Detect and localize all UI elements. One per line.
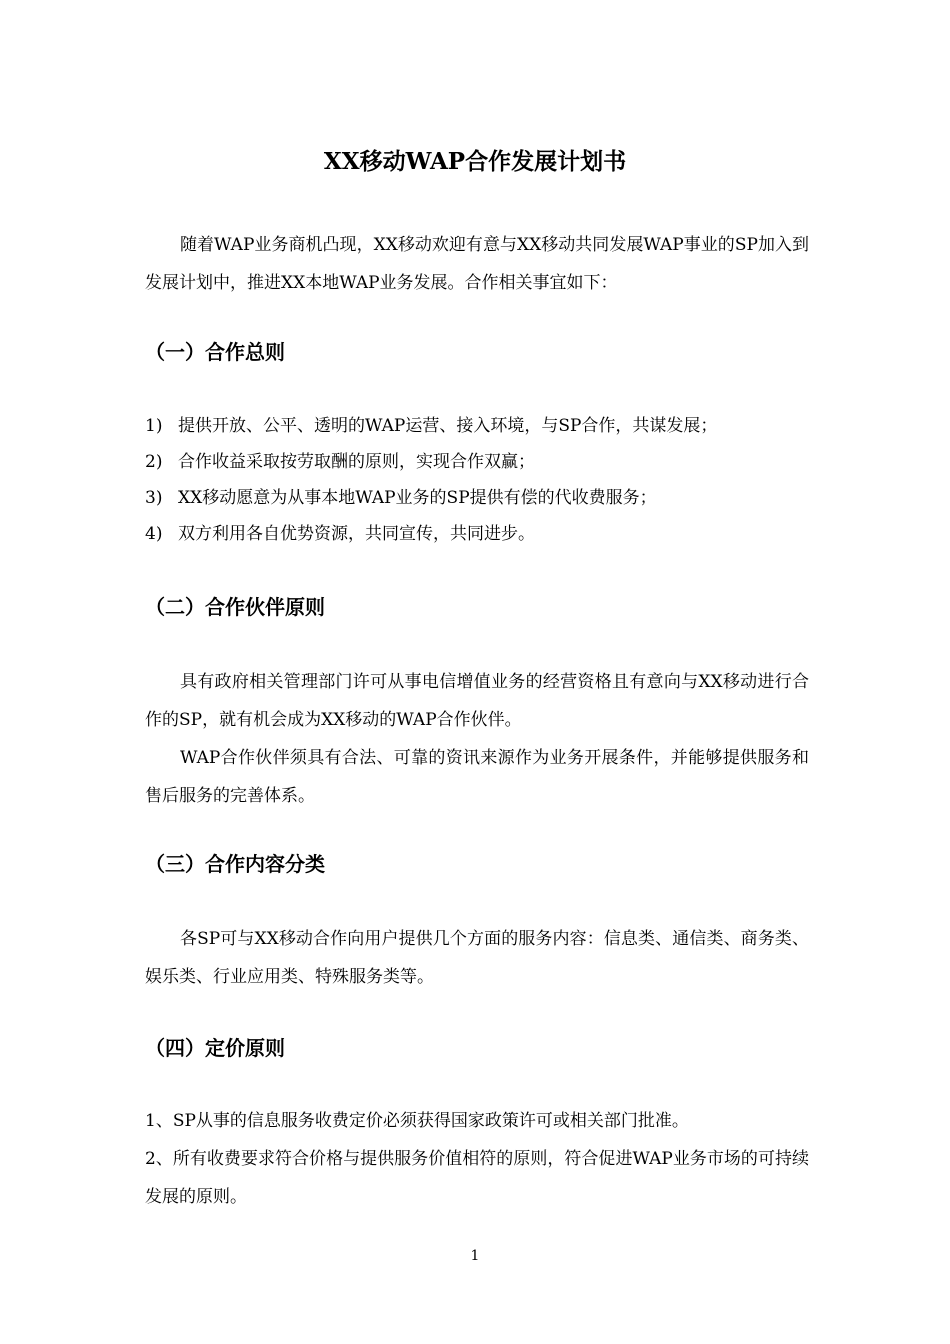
body-paragraph: WAP合作伙伴须具有合法、可靠的资讯来源作为业务开展条件，并能够提供服务和售后服务的完善体系。 — [145, 748, 809, 806]
list-item-number: 2) — [145, 452, 163, 472]
body-paragraph: 各SP可与XX移动合作向用户提供几个方面的服务内容：信息类、通信类、商务类、娱乐类、行业应用类、特殊服务类等。 — [145, 929, 809, 987]
body-paragraph: 2、所有收费要求符合价格与提供服务价值相符的原则，符合促进WAP业务市场的可持续发展的原则。 — [145, 1149, 809, 1207]
list-item-number: 4) — [145, 524, 163, 544]
list-item — [145, 444, 809, 480]
body-paragraph: 1、SP从事的信息服务收费定价必须获得国家政策许可或相关部门批准。 — [145, 1111, 689, 1131]
list-item — [145, 408, 809, 444]
section-heading-partner-principles: （二）合作伙伴原则 — [145, 595, 325, 619]
list-item — [145, 480, 809, 516]
list-item-text: 提供开放、公平、透明的WAP运营、接入环境，与SP合作，共谋发展； — [178, 416, 718, 436]
list-item-number: 3) — [145, 488, 163, 508]
list-item-number: 1) — [145, 416, 163, 436]
list-item-text: XX移动愿意为从事本地WAP业务的SP提供有偿的代收费服务； — [178, 488, 657, 508]
section-heading-pricing-principles: （四）定价原则 — [145, 1036, 285, 1060]
section-heading-general-principles: （一）合作总则 — [145, 340, 285, 364]
list-item-text: 合作收益采取按劳取酬的原则，实现合作双赢； — [178, 452, 535, 472]
page-number: 1 — [470, 1248, 480, 1264]
body-paragraph: 具有政府相关管理部门许可从事电信增值业务的经营资格且有意向与XX移动进行合作的SP，就有机会成为XX移动的WAP合作伙伴。 — [145, 672, 809, 730]
list-item-text: 双方利用各自优势资源，共同宣传，共同进步。 — [178, 524, 535, 544]
section-heading-content-categories: （三）合作内容分类 — [145, 852, 325, 876]
document-title: XX移动WAP合作发展计划书 — [323, 148, 627, 175]
list-item — [145, 516, 809, 552]
intro-paragraph: 随着WAP业务商机凸现，XX移动欢迎有意与XX移动共同发展WAP事业的SP加入到发展计划中，推进XX本地WAP业务发展。合作相关事宜如下： — [145, 235, 809, 293]
